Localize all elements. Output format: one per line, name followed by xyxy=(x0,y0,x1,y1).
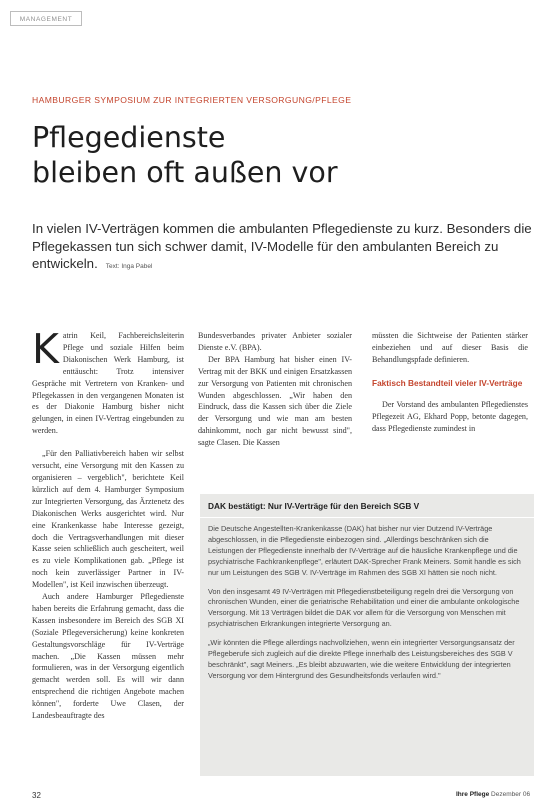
page-number: 32 xyxy=(32,791,41,800)
column-1-text-1: atrin Keil, Fachbereichsleiterin Pflege und soziale Hilfen beim Diakonischen Werk Hamburg, ist enttäuscht: Trotz intensiver Gespräche mit Vertretern von Kranken- und Pflegekassen in den vergangenen Monaten ist es der Diakonie Hamburg bisher nicht gelungen, in einen IV-Vertrag eingebunden zu werden. xyxy=(32,331,184,436)
info-box-body xyxy=(208,524,526,690)
info-box-paragraph-3: „Wir könnten die Pflege allerdings nachvollziehen, wenn ein integrierter Versorgungsansatz der Pflegeberufe sich zugleich auf die direkte Pflege innerhalb des Leistungsbereiches des SGB V beschränkt", sagt Meiners. „Es bleibt abzuwarten, wie die weitere Entwicklung der integrierten Versorgung vor dem Hintergrund des Gesundheitsfonds verlaufen wird." xyxy=(208,638,515,680)
info-box xyxy=(200,494,534,776)
intro-text: In vielen IV-Verträgen kommen die ambulanten Pflegedienste zu kurz. Besonders die Pflegekassen tun sich schwer damit, IV-Modelle für den ambulanten Bereich zu entwickeln. xyxy=(32,221,532,271)
column-2-paragraph-2: Der BPA Hamburg hat bisher einen IV-Vertrag mit der BKK und einigen Ersatzkassen zur Versorgung von Patienten mit chronischen Wunden abgeschlossen. „Wir haben den Eindruck, dass die Kassen sich über die Ziele der Versorgung und wie man am besten dahinkommt, noch gar nicht bewusst sind", sagte Clasen. Die Kassen xyxy=(198,354,352,448)
intro xyxy=(32,220,532,276)
headline-line-2: bleiben oft außen vor xyxy=(32,156,338,189)
section-label: MANAGEMENT xyxy=(10,11,82,26)
headline xyxy=(32,120,338,190)
column-2-paragraph-1: Bundesverbandes privater Anbieter sozialer Dienste e.V. (BPA). xyxy=(198,331,352,352)
column-3-paragraph-2: Der Vorstand des ambulanten Pflegedienstes Pflegezeit AG, Ekhard Popp, betonte dagegen, dass Pflegedienste zumindest in xyxy=(372,399,528,433)
article-column-2 xyxy=(198,330,352,449)
headline-line-1: Pflegedienste xyxy=(32,121,226,154)
issue-date: Dezember 06 xyxy=(491,791,531,798)
magazine-name: Ihre Pflege xyxy=(456,791,490,798)
subheading: Faktisch Bestandteil vieler IV-Verträge xyxy=(372,377,523,388)
info-box-paragraph-1: Die Deutsche Angestellten-Krankenkasse (DAK) hat bisher nur vier Dutzend IV-Verträge abgeschlossen, in die Pflegedienste einbezogen sind. „Allerdings beschränken sich die Leistungen der Pflegedienste innerhalb der IV-Verträge auf die häusliche Krankenpflege und die psychiatrische Fachkrankenpflege", erläutert DAK-Sprecher Frank Meiners. Somit handle es sich nur um Leistungen des SGB V. IV-Verträge im Rahmen des SGB XI hätten sie noch nicht. xyxy=(208,524,521,577)
article-column-3 xyxy=(372,330,528,434)
info-box-title: DAK bestätigt: Nur IV-Verträge für den Bereich SGB V xyxy=(208,501,420,511)
kicker: HAMBURGER SYMPOSIUM ZUR INTEGRIERTEN VERSORGUNG/PFLEGE xyxy=(32,95,352,105)
article-column-1 xyxy=(32,325,184,722)
info-box-divider xyxy=(200,517,534,518)
footer-publication xyxy=(456,791,530,798)
column-1-paragraph-2: „Für den Palliativbereich haben wir selbst versucht, eine Versorgung mit den Kassen zu organisieren – vergeblich", berichtete Keil kürzlich auf dem 4. Hamburger Symposium zur Integrierten Versorgung, das Ärztenetz des Diakonischen Werks ausgerichtet wird. Nur eine Krankenkasse habe Interesse gezeigt, doch die Vertragsverhandlungen mit dieser Kasse seien schließlich auch gescheitert, weil es zu viele Komplikationen gab. „Pflege ist noch kein zuverlässiger Partner in IV-Modellen", ist Keil inzwischen überzeugt. xyxy=(32,449,184,590)
column-3-paragraph-1: müssten die Sichtweise der Patienten stärker einbeziehen und auf dieser Basis die Behandlungspfade definieren. xyxy=(372,331,528,364)
drop-cap: K xyxy=(32,325,59,373)
column-1-paragraph-3: Auch andere Hamburger Pflegedienste haben bereits die Erfahrung gemacht, dass die Kassen insbesondere im Bereich des SGB XI (Soziale Pflegeversicherung) keine konkreten Gestaltungsvorschläge für IV-Verträge machen. „Die Kassen müssen mehr formulieren, was in der Versorgung eigentlich gemacht werden soll. Es will wir dann entsprechend die richtigen Angebote machen können", forderte Uwe Clasen, der Landesbeauftragte des xyxy=(32,592,184,721)
info-box-paragraph-2: Von den insgesamt 49 IV-Verträgen mit Pflegedienstbeteiligung regeln drei die Versorgung von chronischen Wunden, einer die geriatrische Rehabilitation und einer die ambulante onkologische Versorgung. Mit 13 Verträgen bildet die DAK vor allem für die Versorgung von Menschen mit psychiatrischen Erkrankungen integrierte Versorgung an. xyxy=(208,586,520,629)
column-1-paragraph-1 xyxy=(32,325,184,437)
byline: Text: Inga Pabel xyxy=(105,263,153,270)
